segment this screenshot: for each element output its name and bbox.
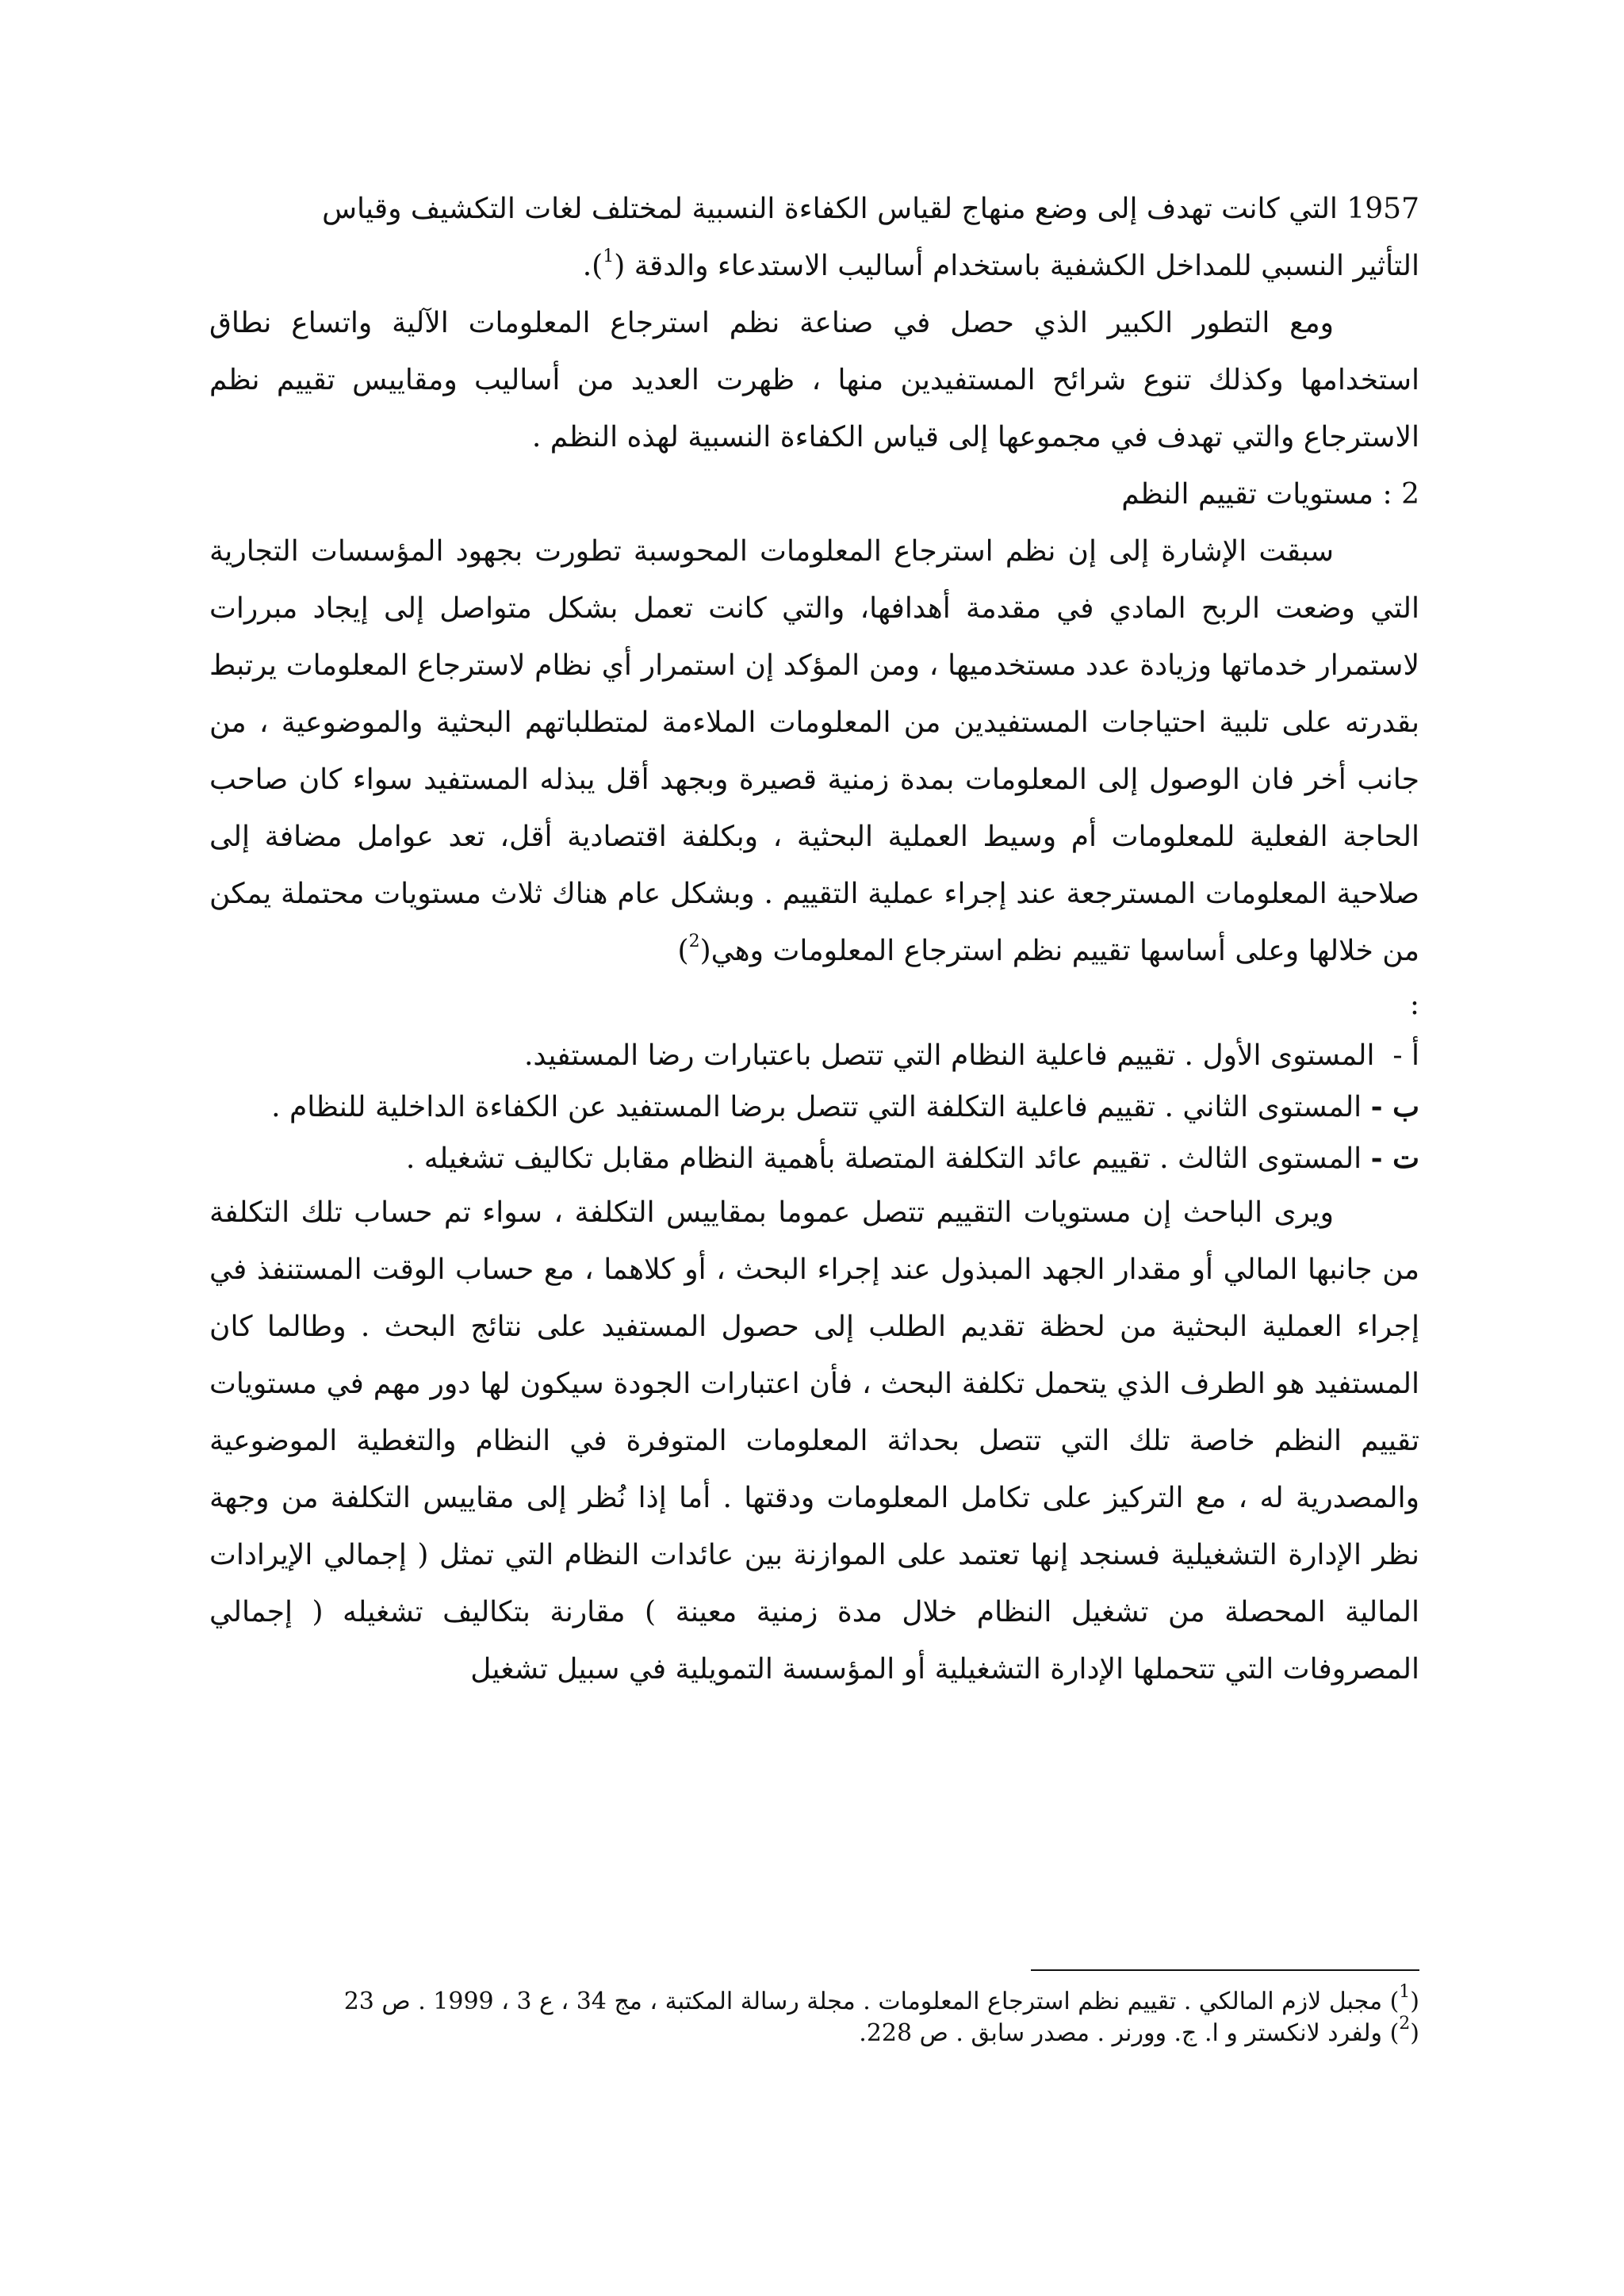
paragraph-1-line-2: التأثير النسبي للمداخل الكشفية باستخدام أساليب الاستدعاء والدقة ( [614,250,1419,282]
paragraph-3-end: ) [677,935,689,967]
footnotes [209,1982,1419,2049]
paragraph-4: ويرى الباحث إن مستويات التقييم تتصل عموما بمقاييس التكلفة ، سواء تم حساب تلك التكلفة من جانبها المالي أو مقدار الجهد المبذول عند إجراء البحث ، أو كلاهما ، مع حساب الوقت المستنفذ في إجراء العملية البحثية من لحظة تقديم الطلب إلى حصول المستفيد على نتائج البحث . وطالما كان المستفيد هو الطرف الذي يتحمل تكلفة البحث ، فأن اعتبارات الجودة سيكون لها دور مهم في مستويات تقييم النظم خاصة تلك التي تتصل بحداثة المعلومات المتوفرة في النظام والتغطية الموضوعية والمصدرية له ، مع التركيز على تكامل المعلومات ودقتها . أما إذا نُظر إلى مقاييس التكلفة من وجهة نظر الإدارة التشغيلية فسنجد إنها تعتمد على الموازنة بين عائدات النظام التي تمثل ( إجمالي الإيرادات المالية المحصلة من تشغيل النظام خلال مدة زمنية معينة ) مقارنة بتكاليف تشغيله ( إجمالي المصروفات التي تتحملها الإدارة التشغيلية أو المؤسسة التمويلية في سبيل تشغيل [209,1196,1419,1686]
footnote-text: ولفرد لانكستر و ا. ج. وورنر . مصدر سابق . ص 228. [859,2019,1383,2047]
list-item [209,1081,1419,1133]
paragraph-3-text: سبقت الإشارة إلى إن نظم استرجاع المعلومات المحوسبة تطورت بجهود المؤسسات التجارية التي وضعت الربح المادي في مقدمة أهدافها، والتي كانت تعمل بشكل متواصل إلى إيجاد مبررات لاستمرار خدماتها وزيادة عدد مستخدميها ، ومن المؤكد إن استمرار أي نظام لاسترجاع المعلومات يرتبط بقدرته على تلبية احتياجات المستفيدين من المعلومات الملاءمة لمتطلباتهم البحثية والموضوعية ، من جانب أخر فان الوصول إلى المعلومات بمدة زمنية قصيرة وبجهد أقل يبذله المستفيد سواء كان صاحب الحاجة الفعلية للمعلومات أم وسيط العملية البحثية ، وبكلفة اقتصادية أقل، تعد عوامل مضافة إلى صلاحية المعلومات المسترجعة عند إجراء عملية التقييم . وبشكل عام هناك ثلاث مستويات محتملة يمكن من خلالها وعلى أساسها تقييم نظم استرجاع المعلومات وهي( [209,535,1420,967]
footnote-number: 1 [1399,1982,1411,2002]
list-item [209,1133,1419,1184]
footnote-divider [1031,1969,1419,1971]
paragraph-3 [209,523,1419,980]
list-marker: ب - [1370,1090,1419,1123]
footnote-ref-2[interactable]: 2 [688,932,700,951]
footnote-1: ($^1$) مجبل لازم المالكي . تقييم نظم استرجاع المعلومات . مجلة رسالة المكتبة ، مج 34 ، ع 3 ، 1999 . ص 23 [343,1982,1419,2015]
footnote-number: 2 [1399,2014,1411,2034]
paragraph-1 [209,181,1419,295]
list-item-text: المستوى الأول . تقييم فاعلية النظام التي تتصل باعتبارات رضا المستفيد. [523,1039,1375,1072]
list-marker: أ - [1392,1039,1419,1072]
paragraph-1-line-1: 1957 التي كانت تهدف إلى وضع منهاج لقياس الكفاءة النسبية لمختلف لغات التكشيف وقياس [322,193,1419,225]
list-marker: ت - [1370,1142,1419,1175]
list-item-text: المستوى الثاني . تقييم فاعلية التكلفة التي تتصل برضا المستفيد عن الكفاءة الداخلية للنظام . [271,1091,1362,1123]
section-heading: 2 : مستويات تقييم النظم [1121,478,1419,511]
footnote-text: مجبل لازم المالكي . تقييم نظم استرجاع المعلومات . مجلة رسالة المكتبة ، مج 34 ، ع 3 ، 1999 . ص 23 [343,1988,1383,2015]
list-item [209,1031,1419,1081]
list-item-text: المستوى الثالث . تقييم عائد التكلفة المتصلة بأهمية النظام مقابل تكاليف تشغيله . [405,1142,1362,1175]
levels-list [209,1031,1419,1184]
footnote-2: ($^2$) ولفرد لانكستر و ا. ج. وورنر . مصدر سابق . ص 228. [859,2014,1419,2047]
paragraph-2: ومع التطور الكبير الذي حصل في صناعة نظم استرجاع المعلومات الآلية واتساع نطاق استخدامها وكذلك تنوع شرائح المستفيدين منها ، ظهرت العديد من أساليب ومقاييس تقييم نظم الاسترجاع والتي تهدف في مجموعها إلى قياس الكفاءة النسبية لهذه النظم . [209,307,1419,453]
body-text [209,181,1419,1698]
footnote-ref-1[interactable]: 1 [603,247,615,266]
paragraph-3-colon: : [1409,989,1419,1021]
paragraph-1-line-2-end: ). [582,250,603,282]
